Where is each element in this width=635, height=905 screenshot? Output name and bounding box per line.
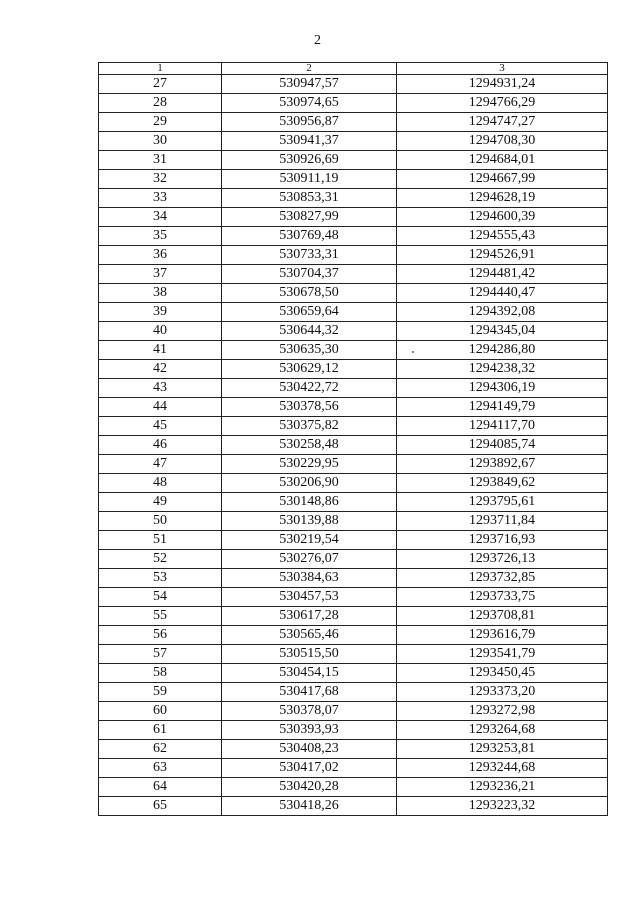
table-row [99,683,608,702]
y-coordinate-cell: 1293272,98 [397,702,608,721]
y-coordinate-cell: 1294667,99 [397,170,608,189]
table-row [99,170,608,189]
y-coordinate-cell: 1293373,20 [397,683,608,702]
y-coordinate-cell: 1293726,13 [397,550,608,569]
point-number-cell: 53 [99,569,222,588]
x-coordinate-cell: 530422,72 [222,379,397,398]
point-number-cell: 59 [99,683,222,702]
table-row [99,645,608,664]
point-number-cell: 57 [99,645,222,664]
x-coordinate-cell: 530219,54 [222,531,397,550]
y-coordinate-cell: 1294238,32 [397,360,608,379]
table-row [99,208,608,227]
coordinates-table [98,62,608,816]
table-row [99,151,608,170]
table-row [99,322,608,341]
x-coordinate-cell: 530827,99 [222,208,397,227]
table-row [99,113,608,132]
table-row [99,132,608,151]
x-coordinate-cell: 530565,46 [222,626,397,645]
table-row [99,284,608,303]
x-coordinate-cell: 530378,07 [222,702,397,721]
x-coordinate-cell: 530417,02 [222,759,397,778]
table-row [99,531,608,550]
point-number-cell: 60 [99,702,222,721]
y-coordinate-cell: 1293892,67 [397,455,608,474]
y-coordinate-cell: 1294440,47 [397,284,608,303]
table-row [99,569,608,588]
table-row [99,417,608,436]
y-coordinate-cell: 1293733,75 [397,588,608,607]
point-number-cell: 35 [99,227,222,246]
table-row [99,75,608,94]
y-coordinate-cell: 1294747,27 [397,113,608,132]
point-number-cell: 52 [99,550,222,569]
x-coordinate-cell: 530629,12 [222,360,397,379]
table-row [99,189,608,208]
y-coordinate-cell: 1294526,91 [397,246,608,265]
x-coordinate-cell: 530420,28 [222,778,397,797]
table-row [99,588,608,607]
y-coordinate-cell: 1293708,81 [397,607,608,626]
x-coordinate-cell: 530393,93 [222,721,397,740]
table-row [99,512,608,531]
x-coordinate-cell: 530384,63 [222,569,397,588]
x-coordinate-cell: 530617,28 [222,607,397,626]
point-number-cell: 40 [99,322,222,341]
y-coordinate-cell: 1293732,85 [397,569,608,588]
y-coordinate-cell: 1294286,80 [397,341,608,360]
x-coordinate-cell: 530635,30 [222,341,397,360]
point-number-cell: 54 [99,588,222,607]
table-row [99,493,608,512]
y-coordinate-cell: 1294117,70 [397,417,608,436]
y-coordinate-cell: 1293236,21 [397,778,608,797]
table-row [99,246,608,265]
x-coordinate-cell: 530148,86 [222,493,397,512]
point-number-cell: 31 [99,151,222,170]
y-coordinate-cell: 1294555,43 [397,227,608,246]
x-coordinate-cell: 530678,50 [222,284,397,303]
column-header-2: 2 [222,63,397,75]
point-number-cell: 29 [99,113,222,132]
y-coordinate-cell: 1294306,19 [397,379,608,398]
point-number-cell: 44 [99,398,222,417]
y-coordinate-cell: 1294085,74 [397,436,608,455]
page-number: 2 [314,33,321,48]
x-coordinate-cell: 530974,65 [222,94,397,113]
point-number-cell: 43 [99,379,222,398]
table-row [99,474,608,493]
table-row [99,94,608,113]
y-coordinate-cell: 1293711,84 [397,512,608,531]
y-coordinate-cell: 1293244,68 [397,759,608,778]
y-coordinate-cell: 1293716,93 [397,531,608,550]
point-number-cell: 63 [99,759,222,778]
y-coordinate-cell: 1293253,81 [397,740,608,759]
table-row [99,759,608,778]
y-coordinate-cell: 1294345,04 [397,322,608,341]
point-number-cell: 49 [99,493,222,512]
x-coordinate-cell: 530408,23 [222,740,397,759]
table-row [99,740,608,759]
y-coordinate-cell: 1293450,45 [397,664,608,683]
table-row [99,550,608,569]
x-coordinate-cell: 530941,37 [222,132,397,151]
point-number-cell: 48 [99,474,222,493]
point-number-cell: 37 [99,265,222,284]
x-coordinate-cell: 530378,56 [222,398,397,417]
y-coordinate-cell: 1293849,62 [397,474,608,493]
point-number-cell: 30 [99,132,222,151]
point-number-cell: 61 [99,721,222,740]
x-coordinate-cell: 530911,19 [222,170,397,189]
x-coordinate-cell: 530139,88 [222,512,397,531]
y-coordinate-cell: 1294766,29 [397,94,608,113]
point-number-cell: 55 [99,607,222,626]
y-coordinate-cell: 1293616,79 [397,626,608,645]
point-number-cell: 56 [99,626,222,645]
y-coordinate-cell: 1294481,42 [397,265,608,284]
x-coordinate-cell: 530276,07 [222,550,397,569]
x-coordinate-cell: 530457,53 [222,588,397,607]
x-coordinate-cell: 530853,31 [222,189,397,208]
x-coordinate-cell: 530926,69 [222,151,397,170]
table-row [99,360,608,379]
x-coordinate-cell: 530704,37 [222,265,397,284]
point-number-cell: 45 [99,417,222,436]
table-row [99,455,608,474]
y-coordinate-cell: 1293795,61 [397,493,608,512]
point-number-cell: 32 [99,170,222,189]
point-number-cell: 62 [99,740,222,759]
point-number-cell: 41 [99,341,222,360]
table-body [99,75,608,816]
point-number-cell: 27 [99,75,222,94]
table-row [99,778,608,797]
table-row [99,702,608,721]
y-coordinate-cell: 1294684,01 [397,151,608,170]
x-coordinate-cell: 530956,87 [222,113,397,132]
table-row [99,265,608,284]
column-header-3: 3 [397,63,608,75]
table-row [99,626,608,645]
y-coordinate-cell: 1294600,39 [397,208,608,227]
point-number-cell: 50 [99,512,222,531]
point-number-cell: 58 [99,664,222,683]
x-coordinate-cell: 530947,57 [222,75,397,94]
y-coordinate-cell: 1293264,68 [397,721,608,740]
table-row [99,379,608,398]
table-row [99,303,608,322]
scan-speck [412,351,414,353]
table-row [99,227,608,246]
x-coordinate-cell: 530644,32 [222,322,397,341]
x-coordinate-cell: 530375,82 [222,417,397,436]
y-coordinate-cell: 1293541,79 [397,645,608,664]
table-row [99,721,608,740]
x-coordinate-cell: 530206,90 [222,474,397,493]
point-number-cell: 51 [99,531,222,550]
point-number-cell: 47 [99,455,222,474]
x-coordinate-cell: 530769,48 [222,227,397,246]
x-coordinate-cell: 530258,48 [222,436,397,455]
column-header-1: 1 [99,63,222,75]
table-row [99,398,608,417]
point-number-cell: 36 [99,246,222,265]
point-number-cell: 39 [99,303,222,322]
x-coordinate-cell: 530417,68 [222,683,397,702]
y-coordinate-cell: 1294628,19 [397,189,608,208]
table-row [99,664,608,683]
x-coordinate-cell: 530659,64 [222,303,397,322]
table-row [99,341,608,360]
point-number-cell: 38 [99,284,222,303]
table-row [99,436,608,455]
x-coordinate-cell: 530454,15 [222,664,397,683]
table-row [99,607,608,626]
y-coordinate-cell: 1294708,30 [397,132,608,151]
point-number-cell: 34 [99,208,222,227]
point-number-cell: 64 [99,778,222,797]
table-row [99,797,608,816]
point-number-cell: 28 [99,94,222,113]
header-row [99,63,608,75]
point-number-cell: 42 [99,360,222,379]
x-coordinate-cell: 530229,95 [222,455,397,474]
x-coordinate-cell: 530418,26 [222,797,397,816]
y-coordinate-cell: 1294149,79 [397,398,608,417]
y-coordinate-cell: 1294392,08 [397,303,608,322]
point-number-cell: 33 [99,189,222,208]
point-number-cell: 65 [99,797,222,816]
point-number-cell: 46 [99,436,222,455]
y-coordinate-cell: 1294931,24 [397,75,608,94]
y-coordinate-cell: 1293223,32 [397,797,608,816]
x-coordinate-cell: 530515,50 [222,645,397,664]
x-coordinate-cell: 530733,31 [222,246,397,265]
